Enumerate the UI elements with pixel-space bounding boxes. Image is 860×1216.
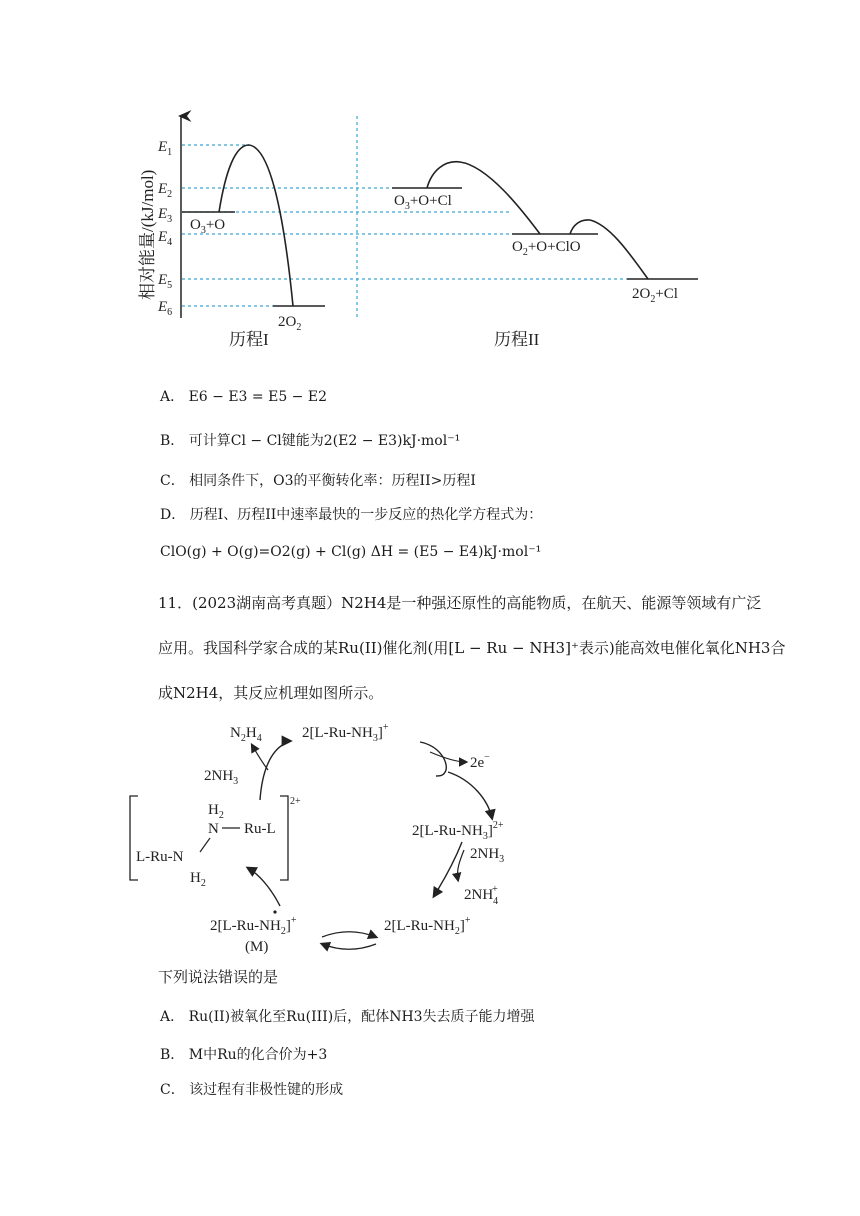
side-arrow-left <box>260 741 290 800</box>
species-right: $2[L-Ru-NH_3]^{2+}$ <box>412 820 504 842</box>
dimer-complex <box>130 796 301 889</box>
two-nh3-right-label: $2NH_3$ <box>470 846 505 865</box>
equilibrium-arrow-back <box>322 944 376 949</box>
equilibrium-arrow-forward <box>322 932 376 937</box>
q11-stem-line3: 成N2H4，其反应机理如图所示。 <box>158 684 384 702</box>
q11-stem-line2: 应用。我国科学家合成的某Ru(II)催化剂(用[L − Ru − NH3]⁺表示)能高效电催化氧化NH3合 <box>158 639 786 657</box>
option-text: 历程I、历程II中速率最快的一步反应的热化学方程式为： <box>189 507 543 523</box>
electrons-label: 2e− <box>470 752 490 771</box>
level-e6: $E_6$ <box>158 299 173 318</box>
two-nh3-left-label: $2NH_3$ <box>204 768 239 787</box>
species-2o2: $2O_2$ <box>278 314 302 333</box>
n2h4-label: $N_2H_4$ <box>230 725 262 744</box>
q10-option-d <box>160 505 542 525</box>
option-text: 相同条件下，O3的平衡转化率：历程II>历程I <box>189 473 476 489</box>
q11-question: 下列说法错误的是 <box>158 968 279 986</box>
q11-option-b <box>160 1045 327 1065</box>
process-2-label: 历程II <box>494 330 540 349</box>
option-label: D． <box>160 507 186 523</box>
species-bottom-right: $2[L-Ru-NH_2]^+$ <box>384 915 471 937</box>
question-text: N2H4是一种强还原性的高能物质，在航天、能源等领域有广泛 <box>341 594 762 612</box>
species-top: $2[L-Ru-NH_3]^+$ <box>302 722 389 744</box>
question-number: 11． <box>158 594 193 612</box>
option-text: 可计算Cl − Cl键能为2(E2 − E3)kJ·mol⁻¹ <box>188 433 461 449</box>
y-axis-label: 相对能量/(kJ/mol) <box>138 169 157 300</box>
species-2o2-cl: $2O_2+Cl$ <box>632 286 678 305</box>
q11-option-c <box>160 1080 343 1100</box>
option-text: 该过程有非极性键的形成 <box>189 1082 344 1098</box>
species-m: $2[L-Ru-NH_2]^+$ <box>210 915 297 937</box>
energy-diagram <box>0 0 860 370</box>
species-o3-o: $O_3+O$ <box>190 217 226 236</box>
electron-arrow <box>420 742 446 776</box>
option-text: M中Ru的化合价为+3 <box>188 1047 328 1063</box>
catalytic-cycle-diagram <box>0 700 860 965</box>
option-label: A． <box>160 1009 185 1025</box>
level-e5: $E_5$ <box>158 272 173 291</box>
energy-level-labels <box>157 139 172 318</box>
two-nh4-label: $2NH_4+$ <box>464 884 499 907</box>
radical-dot <box>273 910 276 913</box>
q10-option-b <box>160 431 460 451</box>
process-1-label: 历程I <box>229 330 269 349</box>
svg-text:Ru-L: Ru-L <box>244 821 276 837</box>
option-label: B． <box>160 433 185 449</box>
dashed-guides <box>182 116 627 320</box>
q11-stem-line1 <box>158 592 761 613</box>
process-2-curve <box>392 162 698 279</box>
q10-option-a <box>160 387 327 407</box>
option-label: C． <box>160 1082 185 1098</box>
level-e2: $E_2$ <box>158 181 173 200</box>
level-e4: $E_4$ <box>158 229 173 248</box>
level-e3: $E_3$ <box>158 206 173 225</box>
option-label: B． <box>160 1047 185 1063</box>
option-text: E6 − E3 = E5 − E2 <box>188 389 327 405</box>
species-o2-o-clo: $O_2+O+ClO$ <box>512 239 581 258</box>
svg-text:L-Ru-N: L-Ru-N <box>136 849 184 865</box>
m-label: (M) <box>245 939 269 955</box>
option-label: A． <box>160 389 185 405</box>
level-e1: $E_1$ <box>158 139 173 158</box>
q10-option-d-equation: ClO(g) + O(g)=O2(g) + Cl(g) ΔH = (E5 − E4)kJ·mol⁻¹ <box>160 544 542 560</box>
left-arrow <box>248 868 280 906</box>
option-text: Ru(II)被氧化至Ru(III)后，配体NH3失去质子能力增强 <box>188 1009 535 1025</box>
dimer-charge: 2+ <box>290 796 301 807</box>
option-label: C． <box>160 473 185 489</box>
q10-option-c <box>160 471 476 491</box>
species-o3-o-cl: $O_3+O+Cl$ <box>394 193 452 212</box>
q11-option-a <box>160 1007 535 1027</box>
svg-text:H2: $H_2$ <box>208 802 224 821</box>
svg-text:H2: $H_2$ <box>190 870 206 889</box>
question-source: (2023湖南高考真题） <box>192 594 342 612</box>
svg-text:N: N <box>208 821 219 837</box>
